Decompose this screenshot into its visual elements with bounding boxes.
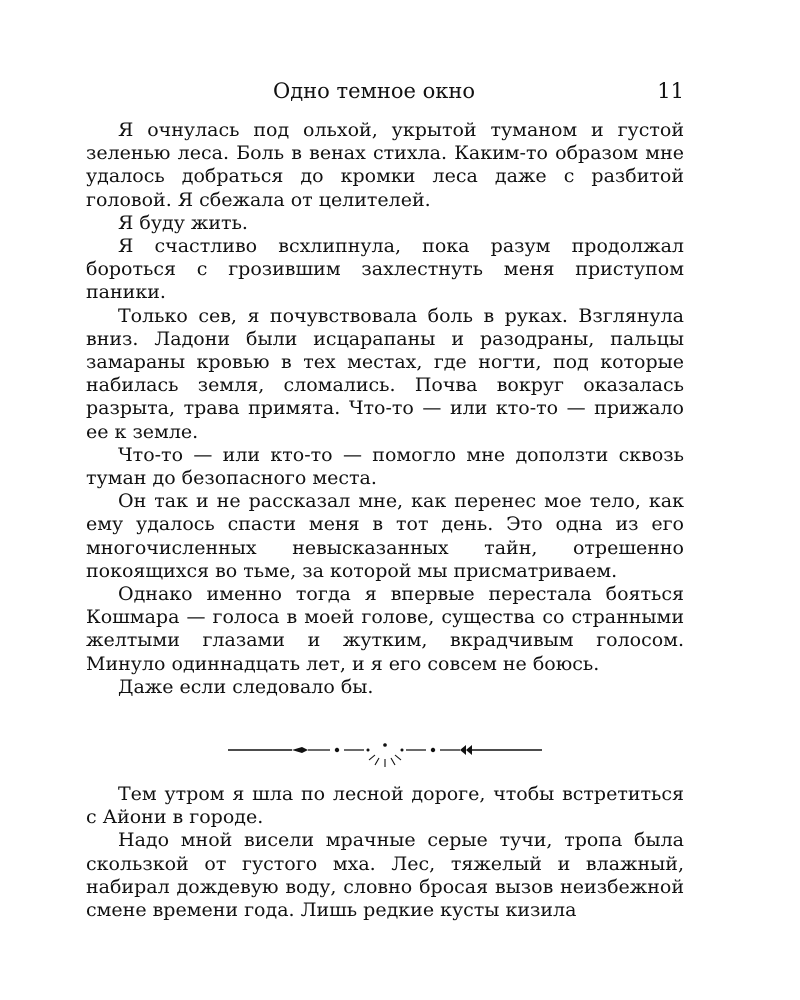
paragraph: Надо мной висели мрачные серые тучи, тропа была скользкой от густого мха. Лес, тяжелый и влажный, набирал дождевую воду, словно бросая вызов неизбежной смене времени года. Лишь редкие кусты кизила xyxy=(86,829,684,922)
text-block-after-break xyxy=(86,783,684,922)
paragraph: Тем утром я шла по лесной дороге, чтобы встретиться с Айони в городе. xyxy=(86,783,684,829)
paragraph: Он так и не рассказал мне, как перенес мое тело, как ему удалось спасти меня в тот день. Это одна из его многочисленных невысказанных тайн, отрешенно покоящихся во тьме, за которой мы присматриваем. xyxy=(86,490,684,582)
paragraph: Однако именно тогда я впервые перестала бояться Кошмара — голоса в моей голове, существа со странными желтыми глазами и жутким, вкрадчивым голосом. Минуло одиннадцать лет, и я его совсем не боюсь. xyxy=(86,583,684,675)
crescent-moon-divider-icon xyxy=(228,736,542,772)
chapter-title: Одно темное окно xyxy=(273,79,475,103)
paragraph: Я счастливо всхлипнула, пока разум продолжал бороться с грозившим захлестнуть меня приступом паники. xyxy=(86,235,684,304)
paragraph: Даже если следовало бы. xyxy=(118,675,374,698)
page-number: 11 xyxy=(657,79,684,103)
paragraph: Только сев, я почувствовала боль в руках. Взглянула вниз. Ладони были исцарапаны и разодраны, пальцы замараны кровью в тех местах, где ногти, под которые набилась земля, сломались. Почва вокруг оказалась разрыта, трава примята. Что-то — или кто-то — прижало ее к земле. xyxy=(86,304,684,443)
text-block-before-break xyxy=(86,119,684,699)
running-head xyxy=(118,76,684,106)
paragraph: Что-то — или кто-то — помогло мне доползти сквозь туман до безопасного места. xyxy=(86,443,684,490)
paragraph: Я буду жить. xyxy=(118,211,248,234)
paragraph: Я очнулась под ольхой, укрытой туманом и густой зеленью леса. Боль в венах стихла. Каким-то образом мне удалось добраться до кромки леса даже с разбитой головой. Я сбежала от целителей. xyxy=(86,119,684,211)
